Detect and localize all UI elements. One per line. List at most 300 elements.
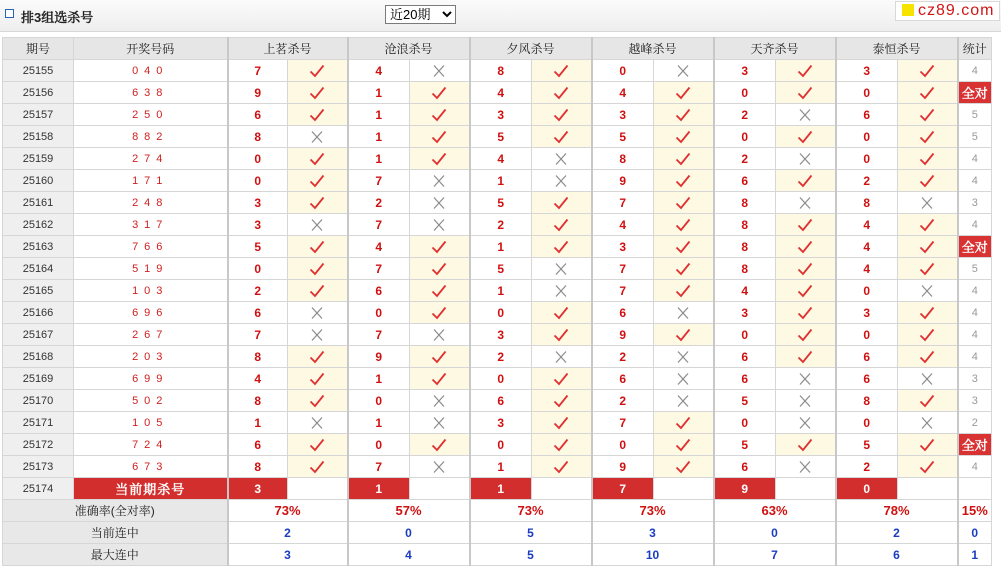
check-icon [797,64,813,78]
check-icon [553,438,569,452]
kill-number-cell: 0 [228,148,288,170]
check-icon [431,240,447,254]
issue-cell: 25160 [3,170,74,192]
kill-number-cell: 0 [836,148,898,170]
table-row [3,258,992,280]
kill-number-cell: 6 [836,104,898,126]
cross-icon [797,460,813,474]
issue-cell: 25167 [3,324,74,346]
hit-cell [288,258,348,280]
kill-number-table [2,37,992,566]
miss-cell [410,456,470,478]
accuracy-value: 73% [470,500,592,522]
hit-cell [532,126,592,148]
miss-cell [776,104,836,126]
check-icon [797,86,813,100]
current-streak-value: 0 [348,522,470,544]
table-row [3,170,992,192]
check-icon [675,284,691,298]
check-icon [553,328,569,342]
table-row [3,280,992,302]
check-icon [797,262,813,276]
kill-number-cell: 0 [470,302,532,324]
check-icon [431,108,447,122]
current-streak-value: 0 [714,522,836,544]
cross-icon [919,284,935,298]
check-icon [797,130,813,144]
cross-icon [431,416,447,430]
hit-cell [532,192,592,214]
miss-cell [410,412,470,434]
kill-number-cell: 7 [592,412,654,434]
kill-number-cell: 6 [592,368,654,390]
check-icon [431,306,447,320]
current-empty-cell [776,478,836,500]
max-streak-value: 4 [348,544,470,566]
hit-cell [776,214,836,236]
check-icon [675,130,691,144]
header-row [3,38,992,60]
kill-number-cell: 8 [714,214,776,236]
kill-number-cell: 8 [228,126,288,148]
kill-number-cell: 0 [836,280,898,302]
miss-cell [410,324,470,346]
kill-number-cell: 3 [592,104,654,126]
hit-cell [776,170,836,192]
hit-cell [776,280,836,302]
hit-cell [898,434,958,456]
issue-cell: 25171 [3,412,74,434]
hit-cell [654,104,714,126]
kill-number-cell: 1 [470,170,532,192]
hit-cell [654,434,714,456]
kill-number-cell: 2 [592,390,654,412]
miss-cell [288,126,348,148]
max-streak-stat: 1 [958,544,992,566]
col-draw: 开奖号码 [74,38,228,60]
hit-cell [654,258,714,280]
hit-cell [288,104,348,126]
kill-number-cell: 2 [714,148,776,170]
kill-number-cell: 2 [592,346,654,368]
check-icon [309,394,325,408]
cross-icon [309,218,325,232]
kill-number-cell: 1 [470,236,532,258]
hit-cell [898,390,958,412]
current-kill-number: 0 [836,478,898,500]
cross-icon [309,306,325,320]
miss-cell [288,214,348,236]
kill-number-cell: 2 [714,104,776,126]
hit-cell [898,456,958,478]
issue-cell: 25163 [3,236,74,258]
stat-cell: 5 [958,126,992,148]
table-row [3,302,992,324]
current-stat-cell [958,478,992,500]
hit-cell [532,214,592,236]
stat-cell: 4 [958,280,992,302]
hit-cell [532,82,592,104]
table-row [3,456,992,478]
check-icon [919,438,935,452]
cross-icon [675,64,691,78]
kill-number-cell: 5 [714,434,776,456]
hit-cell [288,368,348,390]
hit-cell [410,82,470,104]
cross-icon [431,64,447,78]
cross-icon [919,196,935,210]
col-expert: 越峰杀号 [592,38,714,60]
check-icon [309,174,325,188]
chevron-down-icon [442,8,452,20]
max-streak-value: 10 [592,544,714,566]
kill-number-cell: 4 [470,82,532,104]
current-streak-label: 当前连中 [3,522,228,544]
period-select[interactable] [385,5,456,24]
miss-cell [654,302,714,324]
cross-icon [797,372,813,386]
check-icon [309,284,325,298]
check-icon [675,108,691,122]
kill-number-cell: 0 [714,82,776,104]
hit-cell [776,236,836,258]
kill-number-cell: 4 [592,214,654,236]
kill-number-cell: 3 [714,302,776,324]
kill-number-cell: 5 [836,434,898,456]
max-streak-value: 6 [836,544,958,566]
kill-number-cell: 1 [348,412,410,434]
kill-number-cell: 6 [228,104,288,126]
check-icon [919,240,935,254]
current-kill-number: 3 [228,478,288,500]
hit-cell [288,82,348,104]
issue-cell: 25170 [3,390,74,412]
hit-cell [776,60,836,82]
cross-icon [675,372,691,386]
current-kill-number: 7 [592,478,654,500]
kill-number-cell: 2 [348,192,410,214]
check-icon [309,372,325,386]
kill-number-cell: 2 [470,214,532,236]
check-icon [675,460,691,474]
draw-number-cell: 248 [74,192,228,214]
miss-cell [654,60,714,82]
hit-cell [532,456,592,478]
kill-number-cell: 9 [348,346,410,368]
hit-cell [654,170,714,192]
issue-cell: 25168 [3,346,74,368]
hit-cell [288,60,348,82]
kill-number-cell: 0 [470,434,532,456]
kill-number-cell: 6 [348,280,410,302]
kill-number-cell: 8 [714,236,776,258]
kill-number-cell: 9 [592,456,654,478]
kill-number-cell: 2 [470,346,532,368]
miss-cell [410,192,470,214]
cross-icon [553,152,569,166]
accuracy-row [3,500,992,522]
kill-number-cell: 0 [836,82,898,104]
cross-icon [675,394,691,408]
hit-cell [410,236,470,258]
current-streak-row [3,522,992,544]
check-icon [919,460,935,474]
draw-number-cell: 724 [74,434,228,456]
draw-number-cell: 105 [74,412,228,434]
hit-cell [410,434,470,456]
table-row [3,346,992,368]
kill-number-cell: 4 [836,214,898,236]
cross-icon [797,416,813,430]
check-icon [919,108,935,122]
check-icon [553,372,569,386]
table-row [3,324,992,346]
hit-cell [776,126,836,148]
check-icon [431,350,447,364]
kill-number-cell: 7 [228,324,288,346]
check-icon [553,416,569,430]
brand-logo[interactable] [895,1,1000,21]
col-issue: 期号 [3,38,74,60]
kill-number-cell: 7 [592,258,654,280]
current-kill-number: 1 [348,478,410,500]
miss-cell [898,192,958,214]
check-icon [309,86,325,100]
check-icon [553,196,569,210]
hit-cell [410,302,470,324]
check-icon [797,438,813,452]
hit-cell [532,434,592,456]
check-icon [553,64,569,78]
miss-cell [410,390,470,412]
check-icon [919,328,935,342]
hit-cell [776,346,836,368]
current-empty-cell [410,478,470,500]
kill-number-cell: 3 [836,302,898,324]
kill-number-cell: 9 [592,170,654,192]
kill-number-cell: 0 [228,170,288,192]
kill-number-cell: 8 [836,192,898,214]
kill-number-cell: 0 [348,434,410,456]
issue-cell: 25172 [3,434,74,456]
kill-number-cell: 0 [470,368,532,390]
hit-cell [654,82,714,104]
stat-cell: 2 [958,412,992,434]
hit-cell [532,104,592,126]
kill-number-cell: 0 [714,126,776,148]
kill-number-cell: 4 [228,368,288,390]
check-icon [309,196,325,210]
hit-cell [898,82,958,104]
cross-icon [553,284,569,298]
stat-cell: 4 [958,302,992,324]
check-icon [309,350,325,364]
check-icon [431,262,447,276]
table-row [3,104,992,126]
hit-cell [288,280,348,302]
cross-icon [797,394,813,408]
issue-cell: 25155 [3,60,74,82]
kill-number-cell: 1 [348,368,410,390]
kill-number-cell: 0 [836,126,898,148]
hit-cell [898,346,958,368]
hit-cell [654,214,714,236]
kill-number-cell: 0 [836,412,898,434]
kill-number-cell: 5 [228,236,288,258]
check-icon [919,86,935,100]
cross-icon [797,108,813,122]
kill-number-cell: 8 [470,60,532,82]
check-icon [553,240,569,254]
check-icon [919,218,935,232]
table-row [3,60,992,82]
current-issue-cell: 25174 [3,478,74,500]
kill-number-cell: 6 [714,346,776,368]
all-correct-badge: 全对 [958,82,992,104]
check-icon [919,394,935,408]
issue-cell: 25157 [3,104,74,126]
check-icon [919,64,935,78]
draw-number-cell: 040 [74,60,228,82]
check-icon [797,306,813,320]
kill-number-cell: 2 [228,280,288,302]
issue-cell: 25164 [3,258,74,280]
kill-number-cell: 0 [592,434,654,456]
all-correct-badge: 全对 [958,236,992,258]
kill-number-cell: 4 [470,148,532,170]
kill-number-cell: 9 [592,324,654,346]
accuracy-value: 57% [348,500,470,522]
kill-number-cell: 8 [228,390,288,412]
table-row [3,192,992,214]
check-icon [919,174,935,188]
miss-cell [532,170,592,192]
table-row [3,390,992,412]
check-icon [797,350,813,364]
table-row [3,236,992,258]
miss-cell [654,368,714,390]
issue-cell: 25162 [3,214,74,236]
draw-number-cell: 638 [74,82,228,104]
miss-cell [898,368,958,390]
hit-cell [410,280,470,302]
miss-cell [288,324,348,346]
kill-number-cell: 9 [228,82,288,104]
hit-cell [410,346,470,368]
check-icon [675,86,691,100]
kill-number-cell: 7 [348,258,410,280]
hit-cell [898,302,958,324]
kill-number-cell: 6 [836,368,898,390]
miss-cell [288,302,348,324]
miss-cell [898,280,958,302]
current-empty-cell [288,478,348,500]
hit-cell [410,126,470,148]
kill-number-cell: 8 [228,456,288,478]
check-icon [431,130,447,144]
check-icon [675,152,691,166]
kill-number-cell: 6 [592,302,654,324]
check-icon [553,130,569,144]
accuracy-value: 73% [592,500,714,522]
stat-cell: 4 [958,148,992,170]
check-icon [309,152,325,166]
kill-number-cell: 1 [228,412,288,434]
check-icon [553,108,569,122]
table-row [3,412,992,434]
check-icon [309,64,325,78]
current-streak-stat: 0 [958,522,992,544]
check-icon [309,262,325,276]
check-icon [919,350,935,364]
check-icon [553,86,569,100]
kill-number-cell: 7 [592,280,654,302]
period-select-value: 近20期 [390,7,431,22]
kill-number-cell: 0 [348,390,410,412]
current-streak-value: 3 [592,522,714,544]
draw-number-cell: 766 [74,236,228,258]
check-icon [675,196,691,210]
kill-number-cell: 2 [836,456,898,478]
kill-number-cell: 8 [836,390,898,412]
kill-number-cell: 1 [348,126,410,148]
cross-icon [431,460,447,474]
cross-icon [431,328,447,342]
kill-number-cell: 3 [228,214,288,236]
kill-number-cell: 0 [836,324,898,346]
table-row [3,368,992,390]
hit-cell [288,456,348,478]
hit-cell [532,412,592,434]
issue-cell: 25156 [3,82,74,104]
kill-number-cell: 6 [714,170,776,192]
kill-number-cell: 3 [228,192,288,214]
col-expert: 上茗杀号 [228,38,348,60]
stat-cell: 5 [958,258,992,280]
kill-number-cell: 5 [470,258,532,280]
cross-icon [919,416,935,430]
hit-cell [898,324,958,346]
kill-number-cell: 5 [470,192,532,214]
hit-cell [288,346,348,368]
check-icon [797,174,813,188]
check-icon [797,284,813,298]
kill-number-cell: 2 [836,170,898,192]
draw-number-cell: 203 [74,346,228,368]
check-icon [919,152,935,166]
kill-number-cell: 1 [348,148,410,170]
hit-cell [532,324,592,346]
hit-cell [410,368,470,390]
kill-number-cell: 0 [228,258,288,280]
stat-cell: 4 [958,214,992,236]
hit-cell [654,192,714,214]
max-streak-value: 7 [714,544,836,566]
cross-icon [431,218,447,232]
kill-number-cell: 4 [714,280,776,302]
logo-square-icon [902,4,914,16]
hit-cell [288,390,348,412]
issue-cell: 25159 [3,148,74,170]
draw-number-cell: 882 [74,126,228,148]
draw-number-cell: 502 [74,390,228,412]
miss-cell [776,148,836,170]
kill-number-cell: 6 [836,346,898,368]
current-streak-value: 2 [836,522,958,544]
table-row [3,126,992,148]
miss-cell [410,170,470,192]
stat-cell: 3 [958,390,992,412]
